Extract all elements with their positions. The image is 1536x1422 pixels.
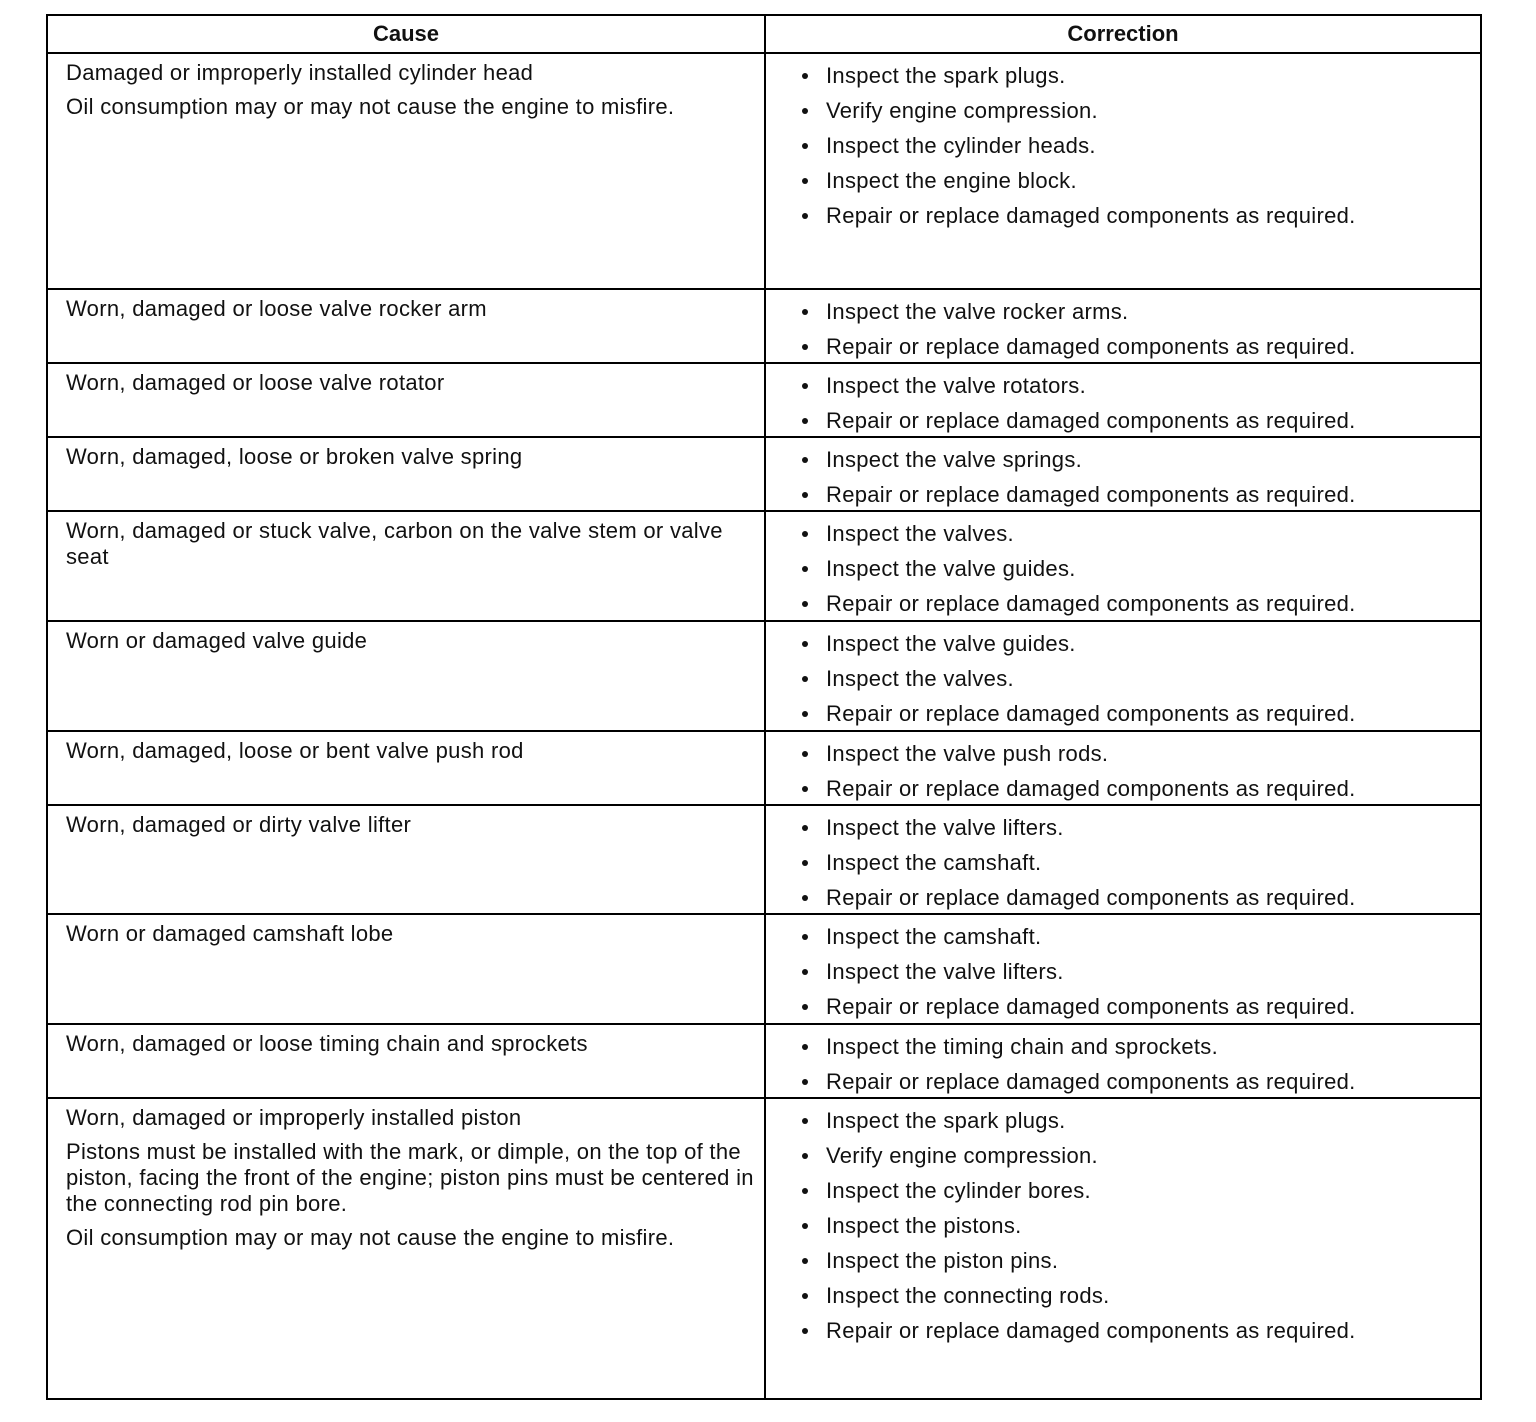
correction-item: Inspect the spark plugs.: [802, 1103, 1470, 1138]
cause-text: Worn, damaged or stuck valve, carbon on the valve stem or valve seat: [66, 518, 723, 569]
correction-item: Repair or replace damaged components as required.: [802, 1064, 1470, 1099]
correction-item: Inspect the valve lifters.: [802, 810, 1470, 845]
cause-text: Oil consumption may or may not cause the engine to misfire.: [66, 94, 675, 119]
correction-item: Inspect the camshaft.: [802, 919, 1470, 954]
correction-cell: [766, 732, 1480, 806]
cause-text: Oil consumption may or may not cause the engine to misfire.: [66, 1225, 675, 1250]
cause-text: Worn, damaged or loose timing chain and sprockets: [66, 1031, 588, 1056]
correction-cell: [766, 290, 1480, 364]
correction-list: [802, 919, 1470, 1024]
correction-cell: [766, 1099, 1480, 1398]
correction-list: [802, 1029, 1470, 1099]
correction-item: Inspect the timing chain and sprockets.: [802, 1029, 1470, 1064]
correction-list: [802, 516, 1470, 621]
cause-cell: [48, 806, 766, 915]
correction-item: Repair or replace damaged components as required.: [802, 1313, 1470, 1348]
cause-text: Worn, damaged or dirty valve lifter: [66, 812, 412, 837]
correction-item: Repair or replace damaged components as required.: [802, 586, 1470, 621]
correction-item: Repair or replace damaged components as required.: [802, 880, 1470, 915]
cause-text: Worn, damaged or improperly installed piston: [66, 1105, 522, 1130]
correction-item: Repair or replace damaged components as required.: [802, 771, 1470, 806]
cause-text: Worn or damaged valve guide: [66, 628, 368, 653]
cause-text: Worn or damaged camshaft lobe: [66, 921, 394, 946]
correction-cell: [766, 806, 1480, 915]
cause-cell: [48, 622, 766, 732]
correction-cell: [766, 622, 1480, 732]
cause-text: Worn, damaged, loose or bent valve push rod: [66, 738, 524, 763]
correction-list: [802, 368, 1470, 438]
correction-cell: [766, 364, 1480, 438]
correction-cell: [766, 54, 1480, 290]
cause-text: Worn, damaged, loose or broken valve spring: [66, 444, 523, 469]
correction-list: [802, 810, 1470, 915]
cause-cell: [48, 54, 766, 290]
correction-list: [802, 1103, 1470, 1348]
correction-list: [802, 442, 1470, 512]
cause-text: Damaged or improperly installed cylinder head: [66, 60, 534, 85]
correction-item: Inspect the spark plugs.: [802, 58, 1470, 93]
correction-item: Inspect the camshaft.: [802, 845, 1470, 880]
correction-item: Repair or replace damaged components as required.: [802, 198, 1470, 233]
correction-list: [802, 736, 1470, 806]
correction-item: Inspect the cylinder bores.: [802, 1173, 1470, 1208]
correction-item: Inspect the valve springs.: [802, 442, 1470, 477]
correction-list: [802, 58, 1470, 233]
correction-item: Repair or replace damaged components as required.: [802, 329, 1470, 364]
correction-item: Inspect the engine block.: [802, 163, 1470, 198]
correction-item: Verify engine compression.: [802, 93, 1470, 128]
correction-cell: [766, 1025, 1480, 1099]
correction-item: Inspect the valves.: [802, 516, 1470, 551]
cause-text: Worn, damaged or loose valve rocker arm: [66, 296, 487, 321]
cause-text: Worn, damaged or loose valve rotator: [66, 370, 445, 395]
cause-cell: [48, 438, 766, 512]
cause-cell: [48, 1099, 766, 1398]
cause-correction-table: [46, 14, 1482, 1400]
correction-item: Inspect the piston pins.: [802, 1243, 1470, 1278]
correction-item: Inspect the valve push rods.: [802, 736, 1470, 771]
header-correction: Correction: [766, 16, 1480, 54]
correction-cell: [766, 438, 1480, 512]
correction-item: Inspect the valve guides.: [802, 626, 1470, 661]
correction-item: Inspect the pistons.: [802, 1208, 1470, 1243]
correction-item: Inspect the valve lifters.: [802, 954, 1470, 989]
header-cause: Cause: [48, 16, 766, 54]
correction-item: Repair or replace damaged components as required.: [802, 403, 1470, 438]
correction-item: Inspect the cylinder heads.: [802, 128, 1470, 163]
correction-item: Inspect the valve rotators.: [802, 368, 1470, 403]
correction-cell: [766, 512, 1480, 622]
correction-list: [802, 294, 1470, 364]
correction-item: Repair or replace damaged components as required.: [802, 477, 1470, 512]
cause-cell: [48, 915, 766, 1025]
cause-cell: [48, 512, 766, 622]
correction-item: Inspect the valves.: [802, 661, 1470, 696]
cause-cell: [48, 1025, 766, 1099]
cause-text: Pistons must be installed with the mark, or dimple, on the top of the piston, facing the front of the engine; piston pins must be centered in the connecting rod pin bore.: [66, 1139, 754, 1216]
correction-item: Repair or replace damaged components as required.: [802, 989, 1470, 1024]
correction-list: [802, 626, 1470, 731]
cause-cell: [48, 732, 766, 806]
correction-item: Repair or replace damaged components as required.: [802, 696, 1470, 731]
cause-cell: [48, 290, 766, 364]
correction-item: Inspect the connecting rods.: [802, 1278, 1470, 1313]
correction-item: Verify engine compression.: [802, 1138, 1470, 1173]
correction-item: Inspect the valve guides.: [802, 551, 1470, 586]
correction-item: Inspect the valve rocker arms.: [802, 294, 1470, 329]
correction-cell: [766, 915, 1480, 1025]
cause-cell: [48, 364, 766, 438]
